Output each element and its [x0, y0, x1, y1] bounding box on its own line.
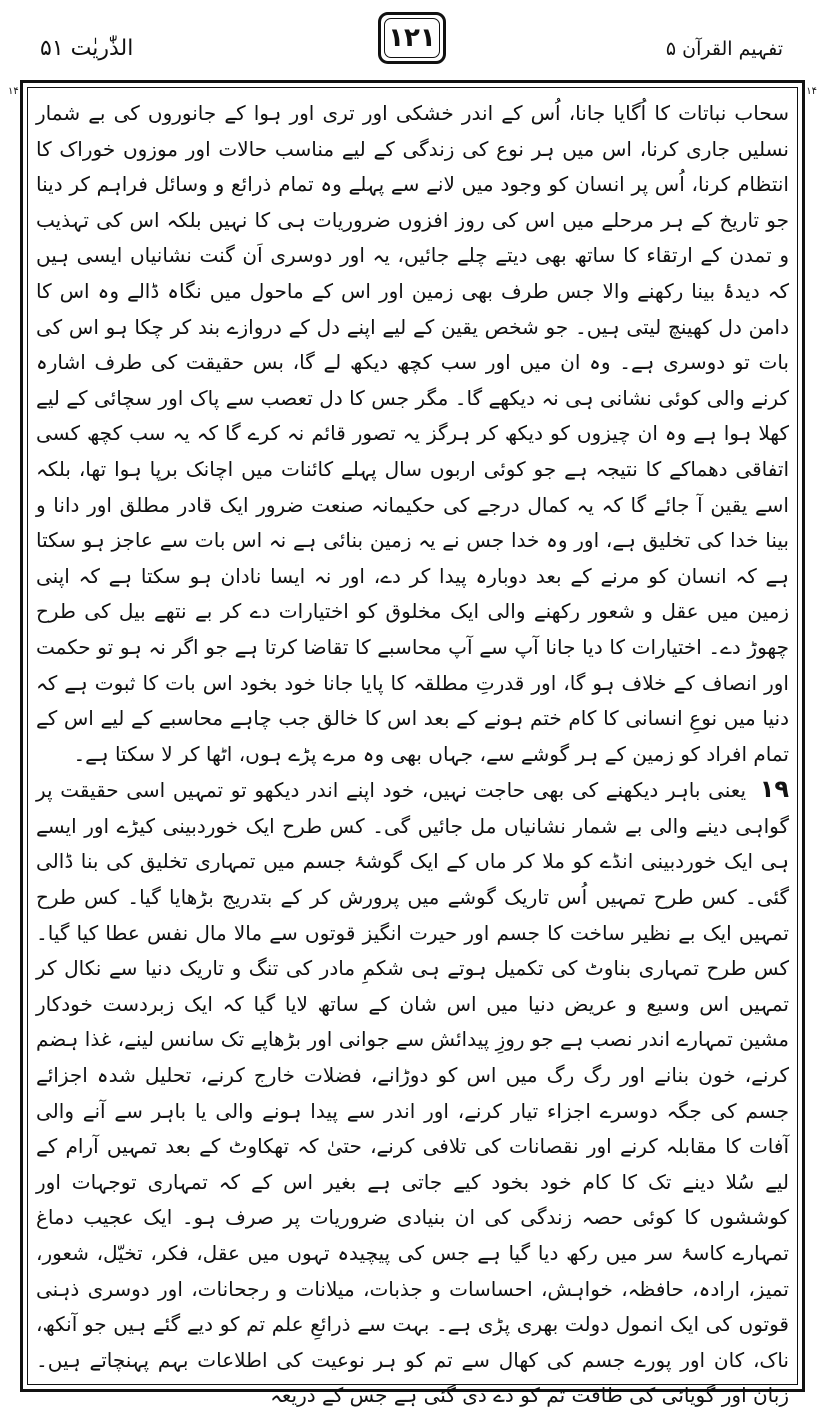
page-header	[0, 0, 825, 80]
corner-mark-right: ۱۴	[806, 86, 817, 97]
book-title: تفہیم القرآن ۵	[665, 38, 783, 60]
page-number-seal	[378, 12, 446, 64]
page-body	[36, 96, 790, 1408]
paragraph-text: یعنی باہر دیکھنے کی بھی حاجت نہیں، خود اپنے اندر دیکھو تو تمہیں اسی حقیقت پر گواہی دینے والی بے شمار نشانیاں مل جائیں گی۔ کس طرح ایک خوردبینی کیڑے اور ایسے ہی ایک خوردبینی انڈے کو ملا کر ماں کے ایک گوشۂ جسم میں تمہاری تخلیق کی بنا ڈالی گئی۔ کس طرح تمہیں اُس تاریک گوشے میں پرورش کر کے بتدریج بڑھایا گیا۔ کس طرح تمہیں ایک بے نظیر ساخت کا جسم اور حیرت انگیز قوتوں سے مالا مال نفس عطا کیا گیا۔ کس طرح تمہاری بناوٹ کی تکمیل ہوتے ہی شکمِ مادر کی تنگ و تاریک دنیا سے نکال کر تمہیں اس وسیع و عریض دنیا میں اس شان کے ساتھ لایا گیا کہ ایک زبردست خودکار مشین تمہارے اندر نصب ہے جو روزِ پیدائش سے جوانی اور بڑھاپے تک سانس لینے، غذا ہضم کرنے، خون بنانے اور رگ رگ میں اس کو دوڑانے، فضلات خارج کرنے، تحلیل شدہ اجزائے جسم کی جگہ دوسرے اجزاء تیار کرنے، اور اندر سے پیدا ہونے والی یا باہر سے آنے والی آفات کا مقابلہ کرنے اور نقصانات کی تلافی کرنے، حتیٰ کہ تھکاوٹ کے بعد تمہیں آرام کے لیے سُلا دینے تک کا کام خود بخود کیے جاتی ہے بغیر اس کے کہ تمہاری توجہات اور کوششوں کا کوئی حصہ زندگی کی ان بنیادی ضروریات پر صرف ہو۔ ایک عجیب دماغ تمہارے کاسۂ سر میں رکھ دیا گیا ہے جس کی پیچیدہ تہوں میں عقل، فکر، تخیّل، شعور، تمیز، ارادہ، حافظہ، خواہش، احساسات و جذبات، میلانات و رجحانات، اور دوسری ذہنی قوتوں کی ایک انمول دولت بھری پڑی ہے۔ بہت سے ذرائعِ علم تم کو دیے گئے ہیں جو آنکھ، ناک، کان اور پورے جسم کی کھال سے تم کو ہر نوعیت کی اطلاعات بہم پہنچاتے ہیں۔ زبان اور گویائی کی طاقت تم کو دے دی گئی ہے جس کے ذریعہ	[36, 778, 789, 1408]
footnote-number: ۱۹	[759, 775, 790, 804]
page-number: ۱۲۱	[388, 23, 436, 53]
corner-mark-left: ۱۴	[8, 86, 19, 97]
paragraph-text: سحاب نباتات کا اُگایا جانا، اُس کے اندر خشکی اور تری اور ہوا کے جانوروں کی بے شمار نسلیں جاری کرنا، اس میں ہر نوع کی زندگی کے لیے مناسب حالات اور موزوں خوراک کا انتظام کرنا، اُس پر انسان کو وجود میں لانے سے پہلے وہ تمام ذرائع و وسائل فراہم کر دینا جو تاریخ کے ہر مرحلے میں اس کی روز افزوں ضروریات ہی کا نہیں بلکہ اس کی تہذیب و تمدن کے ارتقاء کا ساتھ بھی دیتے چلے جائیں، یہ اور دوسری اَن گنت نشانیاں ایسی ہیں کہ دیدۂ بینا رکھنے والا جس طرف بھی زمین اور اس کے ماحول میں نگاہ ڈالے وہ اس کا دامن دل کھینچ لیتی ہیں۔ جو شخص یقین کے لیے اپنے دل کے دروازے بند کر چکا ہو اس کی بات تو دوسری ہے۔ وہ ان میں اور سب کچھ دیکھ لے گا، بس حقیقت کی طرف اشارہ کرنے والی کوئی نشانی ہی نہ دیکھے گا۔ مگر جس کا دل تعصب سے پاک اور سچائی کے لیے کھلا ہوا ہے وہ ان چیزوں کو دیکھ کر ہرگز یہ تصور قائم نہ کرے گا کہ یہ سب کچھ کسی اتفاقی دھماکے کا نتیجہ ہے جو کوئی اربوں سال پہلے کائنات میں اچانک برپا ہوا تھا، بلکہ اسے یقین آ جائے گا کہ یہ کمال درجے کی حکیمانہ صنعت ضرور ایک قادر مطلق اور دانا و بینا خدا کی تخلیق ہے، اور وہ خدا جس نے یہ زمین بنائی ہے نہ اس بات سے عاجز ہو سکتا ہے کہ انسان کو مرنے کے بعد دوبارہ پیدا کر دے، اور نہ ایسا نادان ہو سکتا ہے کہ اپنی زمین میں عقل و شعور رکھنے والی ایک مخلوق کو اختیارات دے کر بے نتھے بیل کی طرح چھوڑ دے۔ اختیارات کا دیا جانا آپ سے آپ محاسبے کا تقاضا کرتا ہے جو اگر نہ ہو تو حکمت اور انصاف کے خلاف ہو گا، اور قدرتِ مطلقہ کا پایا جانا خود بخود اس بات کا ثبوت ہے کہ دنیا میں نوعِ انسانی کا کام ختم ہونے کے بعد اس کا خالق جب چاہے محاسبے کے لیے اس کے تمام افراد کو زمین کے ہر گوشے سے، جہاں بھی وہ مرے پڑے ہوں، اٹھا کر لا سکتا ہے۔	[36, 101, 789, 766]
paragraph-1	[36, 96, 789, 772]
paragraph-2	[36, 772, 789, 1414]
surah-title: الذّٰریٰت ۵۱	[40, 36, 134, 61]
